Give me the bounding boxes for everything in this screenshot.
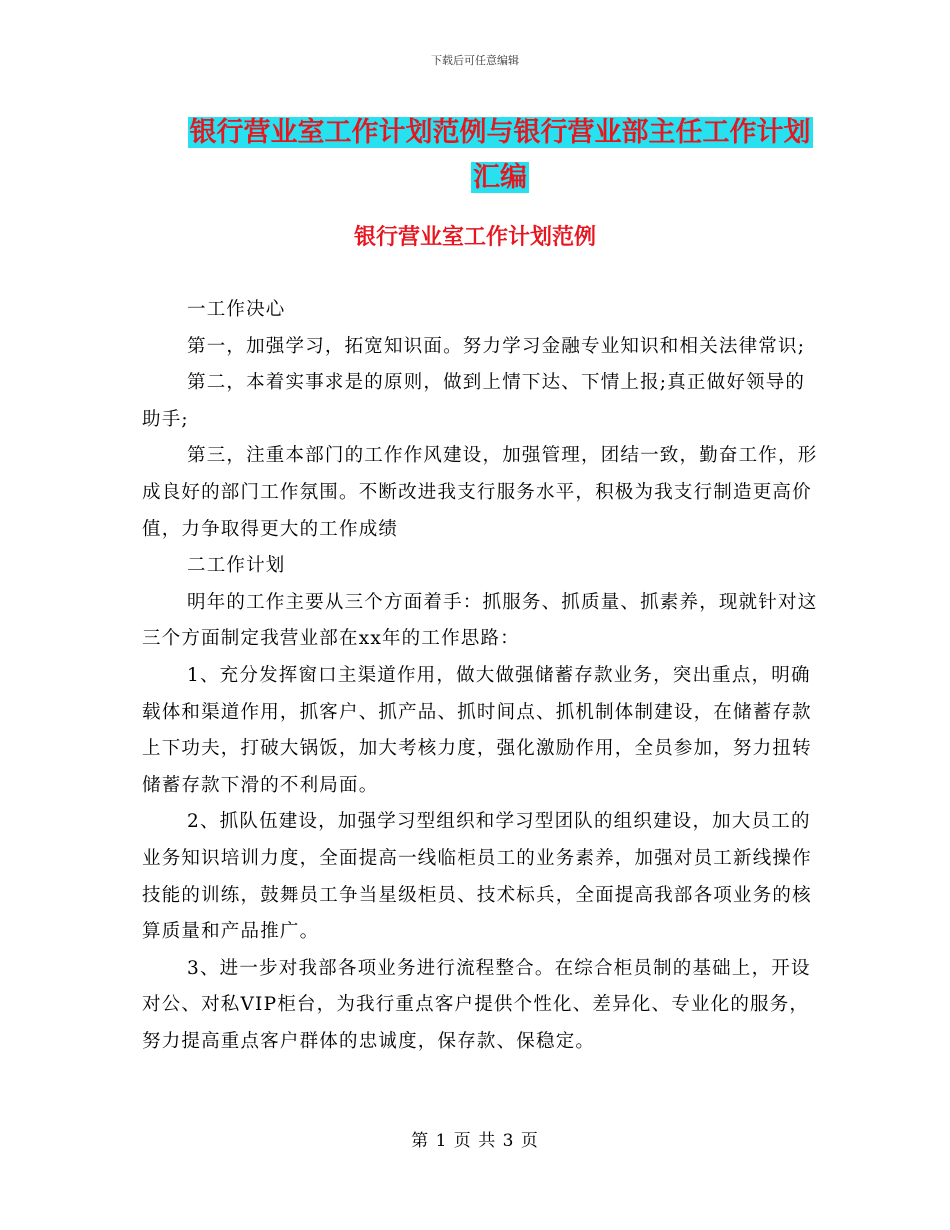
page-number-footer: 第 1 页 共 3 页 [411, 1131, 539, 1151]
paragraph: 明年的工作主要从三个方面着手：抓服务、抓质量、抓素养，现就针对这三个方面制定我营业部在xx年的工作思路： [142, 591, 818, 650]
paragraph: 2、抓队伍建设，加强学习型组织和学习型团队的组织建设，加大员工的业务知识培训力度，全面提高一线临柜员工的业务素养，加强对员工新线操作技能的训练，鼓舞员工争当星级柜员、技术标兵，全面提高我部各项业务的核算质量和产品推广。 [142, 811, 812, 943]
document-title [180, 110, 820, 200]
section-title: 银行营业室工作计划范例 [353, 225, 596, 250]
page-header-note: 下载后可任意编辑 [431, 54, 519, 67]
paragraph: 3、进一步对我部各项业务进行流程整合。在综合柜员制的基础上，开设对公、对私VIP柜台，为我行重点客户提供个性化、差异化、专业化的服务，努力提高重点客户群体的忠诚度，保存款、保稳定。 [142, 957, 811, 1052]
paragraph-heading-2: 二工作计划 [187, 555, 286, 577]
document-title-line-1: 银行营业室工作计划范例与银行营业部主任工作计划 [189, 117, 811, 148]
paragraph: 第一，加强学习，拓宽知识面。努力学习金融专业知识和相关法律常识; [187, 335, 806, 357]
paragraph: 第三，注重本部门的工作作风建设，加强管理，团结一致，勤奋工作，形成良好的部门工作氛围。不断改进我支行服务水平，积极为我支行制造更高价值，力争取得更大的工作成绩 [142, 445, 818, 540]
paragraph: 1、充分发挥窗口主渠道作用，做大做强储蓄存款业务，突出重点，明确载体和渠道作用，抓客户、抓产品、抓时间点、抓机制体制建设，在储蓄存款上下功夫，打破大锅饭，加大考核力度，强化激励作用，全员参加，努力扭转储蓄存款下滑的不利局面。 [142, 664, 812, 796]
document-body [142, 292, 822, 1060]
paragraph-heading-1: 一工作决心 [187, 299, 286, 320]
document-title-line-2: 汇编 [473, 162, 527, 193]
paragraph: 第二，本着实事求是的原则，做到上情下达、下情上报;真正做好领导的助手; [142, 372, 806, 430]
